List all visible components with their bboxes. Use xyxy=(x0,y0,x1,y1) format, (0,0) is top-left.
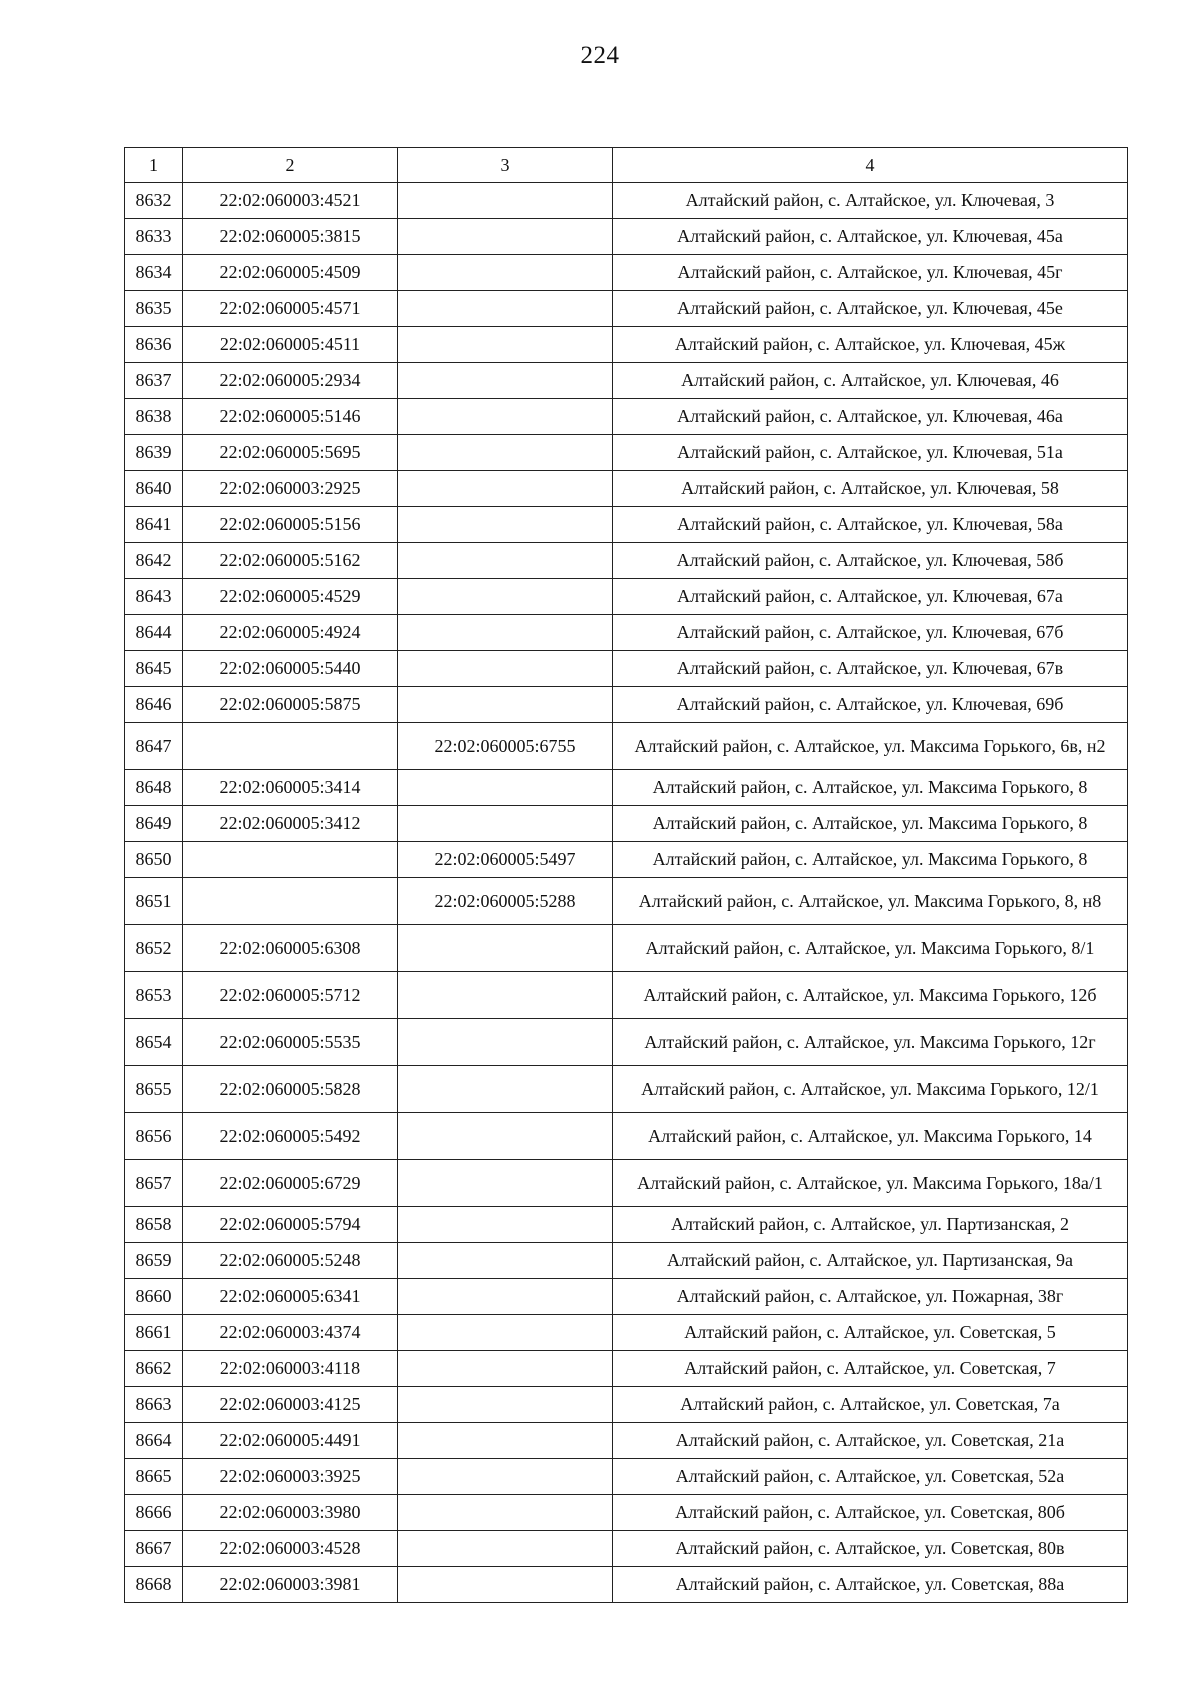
cell-cadastral-2: 22:02:060003:4521 xyxy=(183,183,398,219)
cell-address: Алтайский район, с. Алтайское, ул. Ключевая, 45ж xyxy=(613,327,1128,363)
cell-cadastral-3 xyxy=(398,770,613,806)
cell-address: Алтайский район, с. Алтайское, ул. Максима Горького, 18а/1 xyxy=(613,1160,1128,1207)
table-row xyxy=(125,1207,1128,1243)
cell-cadastral-2: 22:02:060003:4118 xyxy=(183,1351,398,1387)
cell-address: Алтайский район, с. Алтайское, ул. Пожарная, 38г xyxy=(613,1279,1128,1315)
cell-cadastral-2: 22:02:060005:5712 xyxy=(183,972,398,1019)
cell-address: Алтайский район, с. Алтайское, ул. Ключевая, 58б xyxy=(613,543,1128,579)
cell-number: 8634 xyxy=(125,255,183,291)
cell-cadastral-3 xyxy=(398,363,613,399)
table-row xyxy=(125,183,1128,219)
cell-cadastral-2: 22:02:060005:4511 xyxy=(183,327,398,363)
cell-cadastral-2: 22:02:060005:3412 xyxy=(183,806,398,842)
cell-number: 8637 xyxy=(125,363,183,399)
cell-cadastral-3: 22:02:060005:6755 xyxy=(398,723,613,770)
cell-cadastral-3 xyxy=(398,1495,613,1531)
table-row xyxy=(125,507,1128,543)
cell-number: 8668 xyxy=(125,1567,183,1603)
table-row xyxy=(125,1459,1128,1495)
table-row xyxy=(125,435,1128,471)
cell-cadastral-2: 22:02:060005:5146 xyxy=(183,399,398,435)
table-body xyxy=(125,183,1128,1603)
table-row xyxy=(125,925,1128,972)
cell-number: 8661 xyxy=(125,1315,183,1351)
cell-number: 8639 xyxy=(125,435,183,471)
cell-address: Алтайский район, с. Алтайское, ул. Советская, 7 xyxy=(613,1351,1128,1387)
table-row xyxy=(125,1019,1128,1066)
cell-address: Алтайский район, с. Алтайское, ул. Советская, 7а xyxy=(613,1387,1128,1423)
cell-cadastral-3 xyxy=(398,327,613,363)
cell-address: Алтайский район, с. Алтайское, ул. Максима Горького, 12/1 xyxy=(613,1066,1128,1113)
cell-address: Алтайский район, с. Алтайское, ул. Советская, 88а xyxy=(613,1567,1128,1603)
cell-cadastral-2: 22:02:060005:2934 xyxy=(183,363,398,399)
cell-number: 8642 xyxy=(125,543,183,579)
cell-cadastral-3 xyxy=(398,1019,613,1066)
cell-cadastral-2: 22:02:060005:3815 xyxy=(183,219,398,255)
cell-cadastral-3 xyxy=(398,291,613,327)
cell-address: Алтайский район, с. Алтайское, ул. Ключевая, 46а xyxy=(613,399,1128,435)
cell-address: Алтайский район, с. Алтайское, ул. Ключевая, 45г xyxy=(613,255,1128,291)
table-row xyxy=(125,1495,1128,1531)
table-row xyxy=(125,1315,1128,1351)
cell-address: Алтайский район, с. Алтайское, ул. Ключевая, 51а xyxy=(613,435,1128,471)
cell-cadastral-3 xyxy=(398,1423,613,1459)
cell-cadastral-2: 22:02:060003:3925 xyxy=(183,1459,398,1495)
table-row xyxy=(125,579,1128,615)
cell-number: 8663 xyxy=(125,1387,183,1423)
cell-cadastral-2: 22:02:060005:5828 xyxy=(183,1066,398,1113)
cell-number: 8659 xyxy=(125,1243,183,1279)
cell-cadastral-3 xyxy=(398,925,613,972)
cell-address: Алтайский район, с. Алтайское, ул. Максима Горького, 8, н8 xyxy=(613,878,1128,925)
cell-number: 8656 xyxy=(125,1113,183,1160)
table-row xyxy=(125,1387,1128,1423)
cell-address: Алтайский район, с. Алтайское, ул. Партизанская, 2 xyxy=(613,1207,1128,1243)
table-row xyxy=(125,1243,1128,1279)
table-row xyxy=(125,1531,1128,1567)
table-header-row xyxy=(125,148,1128,183)
table-row xyxy=(125,651,1128,687)
cell-number: 8649 xyxy=(125,806,183,842)
cell-address: Алтайский район, с. Алтайское, ул. Ключевая, 45а xyxy=(613,219,1128,255)
cell-address: Алтайский район, с. Алтайское, ул. Максима Горького, 8 xyxy=(613,806,1128,842)
cell-number: 8645 xyxy=(125,651,183,687)
cell-address: Алтайский район, с. Алтайское, ул. Максима Горького, 12г xyxy=(613,1019,1128,1066)
table-row xyxy=(125,770,1128,806)
cell-cadastral-2: 22:02:060005:6308 xyxy=(183,925,398,972)
cell-cadastral-3 xyxy=(398,255,613,291)
cell-address: Алтайский район, с. Алтайское, ул. Ключевая, 69б xyxy=(613,687,1128,723)
cell-cadastral-3 xyxy=(398,1113,613,1160)
cell-number: 8636 xyxy=(125,327,183,363)
cell-cadastral-2: 22:02:060003:4374 xyxy=(183,1315,398,1351)
table-row xyxy=(125,878,1128,925)
cell-address: Алтайский район, с. Алтайское, ул. Максима Горького, 6в, н2 xyxy=(613,723,1128,770)
cell-number: 8666 xyxy=(125,1495,183,1531)
cell-cadastral-2: 22:02:060005:4924 xyxy=(183,615,398,651)
cell-cadastral-2: 22:02:060003:4528 xyxy=(183,1531,398,1567)
cell-number: 8664 xyxy=(125,1423,183,1459)
cell-cadastral-2: 22:02:060005:4509 xyxy=(183,255,398,291)
cell-cadastral-2 xyxy=(183,842,398,878)
table-row xyxy=(125,1567,1128,1603)
cell-cadastral-3 xyxy=(398,1066,613,1113)
cell-cadastral-3 xyxy=(398,806,613,842)
column-header-2: 2 xyxy=(183,148,398,183)
cell-address: Алтайский район, с. Алтайское, ул. Ключевая, 3 xyxy=(613,183,1128,219)
cell-number: 8652 xyxy=(125,925,183,972)
page-number: 224 xyxy=(580,42,620,69)
table-row xyxy=(125,291,1128,327)
cell-address: Алтайский район, с. Алтайское, ул. Ключевая, 46 xyxy=(613,363,1128,399)
cell-address: Алтайский район, с. Алтайское, ул. Ключевая, 67а xyxy=(613,579,1128,615)
cell-cadastral-2: 22:02:060005:5248 xyxy=(183,1243,398,1279)
cell-cadastral-3: 22:02:060005:5288 xyxy=(398,878,613,925)
cell-number: 8648 xyxy=(125,770,183,806)
cell-cadastral-2: 22:02:060005:3414 xyxy=(183,770,398,806)
column-header-1: 1 xyxy=(125,148,183,183)
cell-cadastral-3 xyxy=(398,1567,613,1603)
cell-cadastral-2: 22:02:060005:4529 xyxy=(183,579,398,615)
cell-address: Алтайский район, с. Алтайское, ул. Советская, 80в xyxy=(613,1531,1128,1567)
cell-cadastral-2: 22:02:060005:5535 xyxy=(183,1019,398,1066)
cell-address: Алтайский район, с. Алтайское, ул. Максима Горького, 8 xyxy=(613,770,1128,806)
cell-address: Алтайский район, с. Алтайское, ул. Ключевая, 58а xyxy=(613,507,1128,543)
table-row xyxy=(125,219,1128,255)
cell-cadastral-3 xyxy=(398,615,613,651)
table-row xyxy=(125,399,1128,435)
table-row xyxy=(125,972,1128,1019)
cell-address: Алтайский район, с. Алтайское, ул. Советская, 5 xyxy=(613,1315,1128,1351)
cell-number: 8650 xyxy=(125,842,183,878)
table-row xyxy=(125,842,1128,878)
cell-number: 8640 xyxy=(125,471,183,507)
table-row xyxy=(125,1066,1128,1113)
column-header-3: 3 xyxy=(398,148,613,183)
cell-cadastral-3 xyxy=(398,1387,613,1423)
cell-address: Алтайский район, с. Алтайское, ул. Советская, 21а xyxy=(613,1423,1128,1459)
cell-cadastral-2: 22:02:060005:5492 xyxy=(183,1113,398,1160)
cell-number: 8643 xyxy=(125,579,183,615)
cell-cadastral-2 xyxy=(183,878,398,925)
cell-cadastral-2: 22:02:060003:3980 xyxy=(183,1495,398,1531)
cell-cadastral-2: 22:02:060005:4491 xyxy=(183,1423,398,1459)
cell-cadastral-3 xyxy=(398,471,613,507)
registry-table xyxy=(124,147,1128,1603)
cell-number: 8653 xyxy=(125,972,183,1019)
cell-cadastral-3 xyxy=(398,507,613,543)
cell-cadastral-2: 22:02:060005:5156 xyxy=(183,507,398,543)
table-row xyxy=(125,615,1128,651)
cell-cadastral-3 xyxy=(398,543,613,579)
cell-cadastral-3 xyxy=(398,1243,613,1279)
cell-number: 8662 xyxy=(125,1351,183,1387)
table-row xyxy=(125,327,1128,363)
cell-address: Алтайский район, с. Алтайское, ул. Ключевая, 58 xyxy=(613,471,1128,507)
table-row xyxy=(125,1113,1128,1160)
cell-cadastral-3 xyxy=(398,1351,613,1387)
cell-address: Алтайский район, с. Алтайское, ул. Советская, 52а xyxy=(613,1459,1128,1495)
cell-address: Алтайский район, с. Алтайское, ул. Максима Горького, 14 xyxy=(613,1113,1128,1160)
table-row xyxy=(125,1423,1128,1459)
cell-cadastral-3 xyxy=(398,1315,613,1351)
cell-cadastral-2 xyxy=(183,723,398,770)
cell-cadastral-3 xyxy=(398,1459,613,1495)
cell-number: 8647 xyxy=(125,723,183,770)
cell-cadastral-2: 22:02:060003:3981 xyxy=(183,1567,398,1603)
cell-cadastral-2: 22:02:060003:4125 xyxy=(183,1387,398,1423)
cell-number: 8632 xyxy=(125,183,183,219)
cell-cadastral-3 xyxy=(398,972,613,1019)
cell-number: 8633 xyxy=(125,219,183,255)
cell-cadastral-3 xyxy=(398,651,613,687)
cell-cadastral-3 xyxy=(398,219,613,255)
cell-cadastral-3: 22:02:060005:5497 xyxy=(398,842,613,878)
cell-number: 8658 xyxy=(125,1207,183,1243)
cell-cadastral-3 xyxy=(398,1531,613,1567)
cell-number: 8641 xyxy=(125,507,183,543)
cell-number: 8644 xyxy=(125,615,183,651)
cell-cadastral-2: 22:02:060005:4571 xyxy=(183,291,398,327)
table-row xyxy=(125,471,1128,507)
cell-cadastral-2: 22:02:060005:5695 xyxy=(183,435,398,471)
cell-address: Алтайский район, с. Алтайское, ул. Максима Горького, 12б xyxy=(613,972,1128,1019)
cell-number: 8638 xyxy=(125,399,183,435)
cell-cadastral-2: 22:02:060005:5794 xyxy=(183,1207,398,1243)
table-row xyxy=(125,806,1128,842)
cell-number: 8657 xyxy=(125,1160,183,1207)
cell-address: Алтайский район, с. Алтайское, ул. Максима Горького, 8 xyxy=(613,842,1128,878)
cell-cadastral-2: 22:02:060005:6729 xyxy=(183,1160,398,1207)
cell-cadastral-2: 22:02:060005:5875 xyxy=(183,687,398,723)
cell-cadastral-3 xyxy=(398,1207,613,1243)
table-row xyxy=(125,1351,1128,1387)
table-row xyxy=(125,687,1128,723)
cell-number: 8660 xyxy=(125,1279,183,1315)
cell-number: 8665 xyxy=(125,1459,183,1495)
cell-cadastral-3 xyxy=(398,687,613,723)
cell-cadastral-3 xyxy=(398,399,613,435)
table-row xyxy=(125,1279,1128,1315)
cell-cadastral-3 xyxy=(398,1160,613,1207)
cell-cadastral-2: 22:02:060005:5162 xyxy=(183,543,398,579)
cell-address: Алтайский район, с. Алтайское, ул. Ключевая, 45е xyxy=(613,291,1128,327)
cell-address: Алтайский район, с. Алтайское, ул. Партизанская, 9а xyxy=(613,1243,1128,1279)
cell-cadastral-3 xyxy=(398,579,613,615)
table-row xyxy=(125,363,1128,399)
table-row xyxy=(125,1160,1128,1207)
cell-cadastral-2: 22:02:060003:2925 xyxy=(183,471,398,507)
cell-number: 8655 xyxy=(125,1066,183,1113)
table-row xyxy=(125,543,1128,579)
cell-address: Алтайский район, с. Алтайское, ул. Максима Горького, 8/1 xyxy=(613,925,1128,972)
cell-number: 8654 xyxy=(125,1019,183,1066)
cell-number: 8667 xyxy=(125,1531,183,1567)
cell-cadastral-3 xyxy=(398,183,613,219)
cell-cadastral-3 xyxy=(398,1279,613,1315)
cell-cadastral-2: 22:02:060005:6341 xyxy=(183,1279,398,1315)
cell-cadastral-2: 22:02:060005:5440 xyxy=(183,651,398,687)
table-row xyxy=(125,255,1128,291)
cell-number: 8651 xyxy=(125,878,183,925)
cell-address: Алтайский район, с. Алтайское, ул. Советская, 80б xyxy=(613,1495,1128,1531)
column-header-4: 4 xyxy=(613,148,1128,183)
cell-address: Алтайский район, с. Алтайское, ул. Ключевая, 67б xyxy=(613,615,1128,651)
cell-number: 8646 xyxy=(125,687,183,723)
cell-cadastral-3 xyxy=(398,435,613,471)
cell-address: Алтайский район, с. Алтайское, ул. Ключевая, 67в xyxy=(613,651,1128,687)
table-row xyxy=(125,723,1128,770)
cell-number: 8635 xyxy=(125,291,183,327)
